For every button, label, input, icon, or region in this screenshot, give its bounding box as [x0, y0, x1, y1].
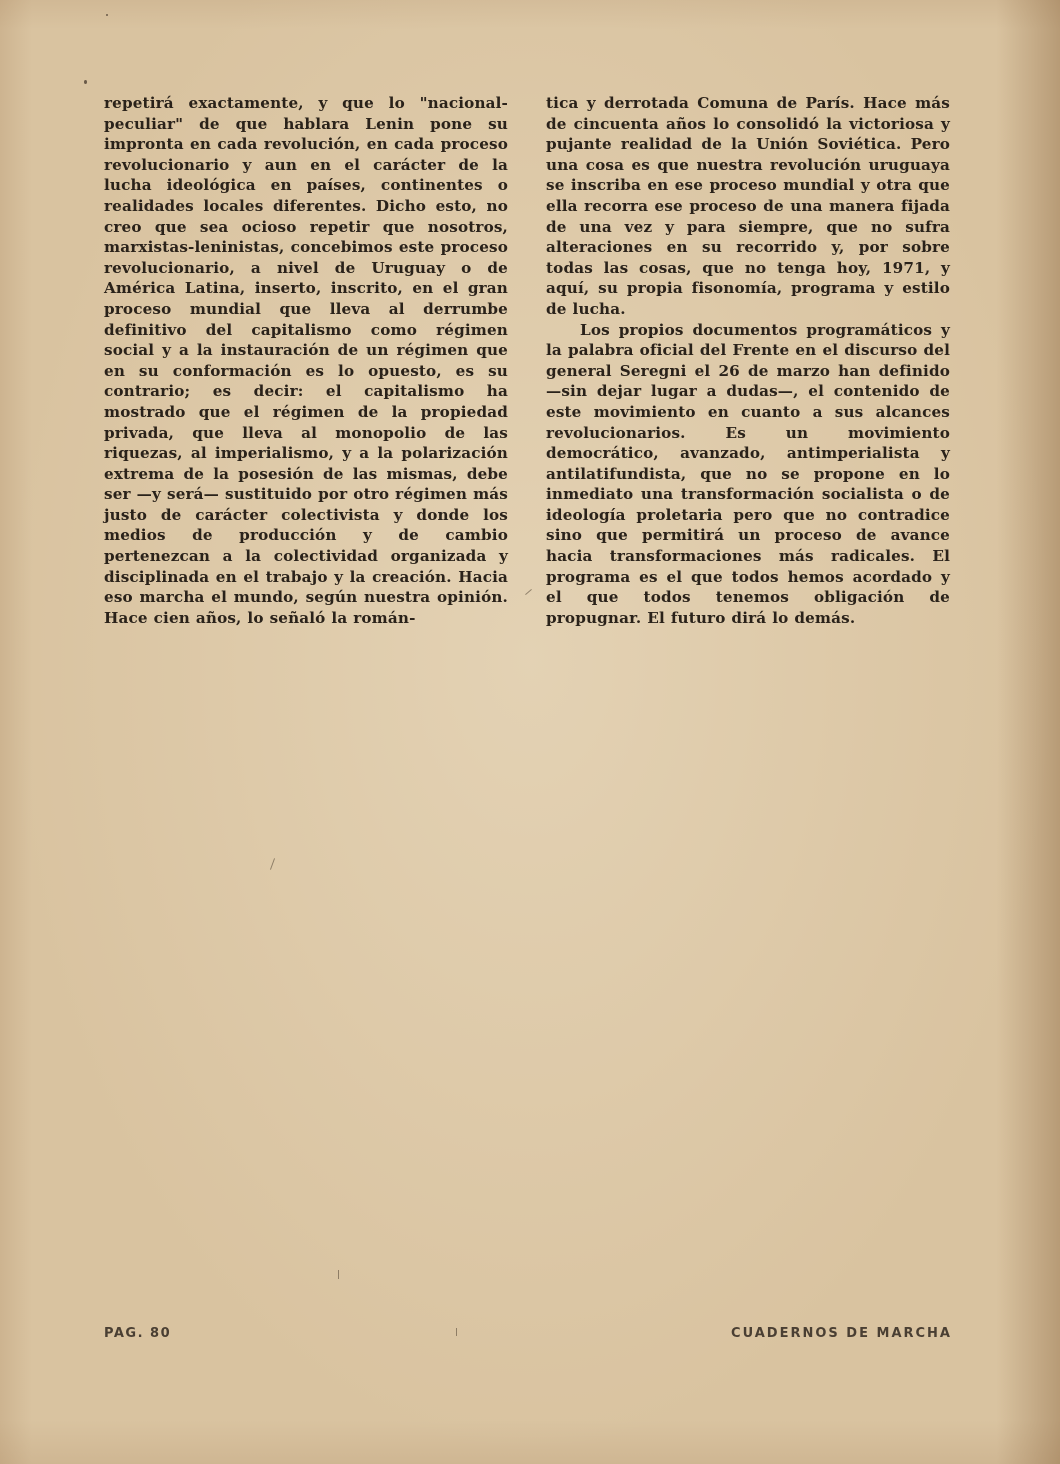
article-left-column	[104, 93, 508, 628]
paper-mark	[270, 858, 275, 870]
paragraph: Los propios documentos programáticos y la palabra oficial del Frente en el discurso del general Seregni el 26 de marzo han definido —sin dejar lugar a dudas—, el contenido de este movimiento en cuanto a sus alcances revolucionarios. Es un movimiento democrático, avanzado, antimperialista y antilatifundista, que no se propone en lo inmediato una transformación socialista o de ideología proletaria pero que no contradice sino que permitirá un proceso de avance hacia transformaciones más radicales. El programa es el que todos hemos acordado y el que todos tenemos obligación de propugnar. El futuro dirá lo demás.	[546, 320, 950, 627]
publication-name: CUADERNOS DE MARCHA	[731, 1326, 952, 1341]
paper-mark	[338, 1270, 339, 1279]
paper-speck	[106, 14, 108, 16]
article-right-column	[546, 93, 950, 628]
paragraph: repetirá exactamente, y que lo "nacional-peculiar" de que hablara Lenin pone su impronta en cada revolución, en cada proceso revolucionario y aun en el carácter de la lucha ideológica en países, continentes o realidades locales diferentes. Dicho esto, no creo que sea ocioso repetir que nosotros, marxistas-leninistas, concebimos este proceso revolucionario, a nivel de Uruguay o de América Latina, inserto, inscrito, en el gran proceso mundial que lleva al derrumbe definitivo del capitalismo como régimen social y a la instauración de un régimen que en su conformación es lo opuesto, es su contrario; es decir: el capitalismo ha mostrado que el régimen de la propiedad privada, que lleva al monopolio de las riquezas, al imperialismo, y a la polarización extrema de la posesión de las mismas, debe ser —y será— sustituido por otro régimen más justo de carácter colectivista y donde los medios de producción y de cambio pertenezcan a la colectividad organizada y disciplinada en el trabajo y la creación. Hacia eso marcha el mundo, según nuestra opinión. Hace cien años, lo señaló la román-	[104, 94, 508, 627]
paper-mark	[456, 1328, 457, 1336]
paper-speck	[84, 80, 87, 84]
page-number: PAG. 80	[104, 1326, 172, 1341]
paper-mark	[525, 589, 532, 595]
paragraph: tica y derrotada Comuna de París. Hace más de cincuenta años lo consolidó la victoriosa y pujante realidad de la Unión Soviética. Pero una cosa es que nuestra revolución uruguaya se inscriba en ese proceso mundial y otra que ella recorra ese proceso de una manera fijada de una vez y para siempre, que no sufra alteraciones en su recorrido y, por sobre todas las cosas, que no tenga hoy, 1971, y aquí, su propia fisonomía, programa y estilo de lucha.	[546, 94, 950, 318]
